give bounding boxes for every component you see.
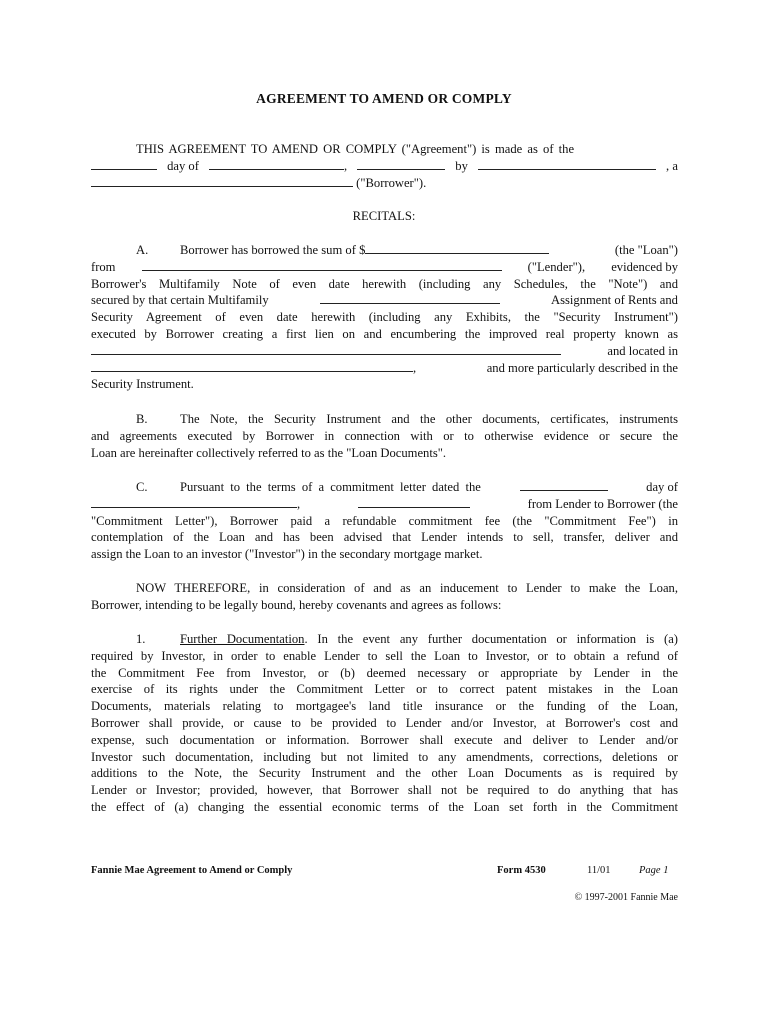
recital-a-secured: secured by that certain Multifamily [91, 293, 269, 308]
recital-b-line-1: The Note, the Security Instrument and the other documents, certificates, instruments [180, 412, 678, 426]
section-1-line-3: the Commitment Fee from Investor, or (b) deemed necessary or appropriate by Lender in the [91, 665, 678, 680]
recital-a-line-5: Security Agreement of even date herewith (including any Exhibits, the "Security Instrument") [91, 310, 678, 325]
lender-blank[interactable] [142, 259, 502, 271]
recital-a [91, 242, 678, 393]
year-blank[interactable] [357, 158, 445, 170]
footer-copyright: © 1997-2001 Fannie Mae [574, 892, 678, 903]
recital-b-label: B. [136, 412, 148, 426]
recital-a-line-9: Security Instrument. [91, 377, 194, 392]
day-blank[interactable] [91, 158, 157, 170]
loan-amount-blank[interactable] [365, 242, 549, 254]
section-1-line-2: required by Investor, in order to enable Lender to sell the Loan to Investor, or to obtain a refund of [91, 648, 678, 663]
recital-a-evidenced: evidenced by [611, 259, 678, 274]
section-1-heading: Further Documentation [180, 632, 305, 646]
recital-a-from: from [91, 259, 116, 274]
commitment-day-blank[interactable] [520, 479, 608, 491]
footer-form-number: Form 4530 [497, 865, 546, 876]
now-therefore-line-2: Borrower, intending to be legally bound, hereby covenants and agrees as follows: [91, 597, 502, 612]
recital-c-line-3: "Commitment Letter"), Borrower paid a refundable commitment fee (the "Commitment Fee") in [91, 513, 678, 528]
recital-a-assignment: Assignment of Rents and [551, 293, 678, 308]
page-footer [91, 865, 678, 876]
section-1-line-9: additions to the Note, the Security Instrument and the other Loan Documents as is required by [91, 766, 678, 781]
now-therefore-line-1: NOW THEREFORE, in consideration of and as an inducement to Lender to make the Loan, [136, 581, 678, 595]
property-name-blank[interactable] [91, 343, 561, 355]
commitment-year-blank[interactable] [358, 496, 470, 508]
recital-c-from-lender: from Lender to Borrower (the [527, 496, 678, 511]
commitment-month-blank[interactable] [91, 496, 297, 508]
footer-page-number: Page 1 [639, 865, 669, 876]
now-therefore-paragraph [91, 580, 678, 614]
intro-day-of: day of [167, 158, 199, 173]
intro-a: , a [666, 158, 678, 173]
recital-c-line-5: assign the Loan to an investor ("Investor") in the secondary mortgage market. [91, 547, 483, 562]
recital-b-line-2: and agreements executed by Borrower in connection with or to otherwise evidence or secure the [91, 428, 678, 443]
month-blank[interactable] [209, 158, 344, 170]
footer-revision-date: 11/01 [587, 865, 611, 876]
section-1-line-8: Investor such documentation, including but not limited to any amendments, corrections, deletions or [91, 749, 678, 764]
document-title: AGREEMENT TO AMEND OR COMPLY [256, 91, 512, 106]
recital-c-line-1: Pursuant to the terms of a commitment letter dated the [180, 480, 481, 494]
recital-c-comma: , [297, 496, 301, 511]
recital-a-line-1: Borrower has borrowed the sum of $ [180, 243, 366, 257]
borrower-entity-blank[interactable] [91, 175, 353, 187]
intro-line-1: THIS AGREEMENT TO AMEND OR COMPLY ("Agreement") is made as of the [136, 142, 575, 156]
intro-borrower: ("Borrower"). [356, 175, 427, 190]
section-1-line-6: Borrower shall provide, or cause to be provided to Lender and/or Investor, at Borrower's cost and [91, 715, 678, 730]
recitals-heading: RECITALS: [352, 209, 416, 223]
borrower-name-blank[interactable] [478, 158, 656, 170]
section-1-number: 1. [136, 632, 146, 646]
recital-a-described: and more particularly described in the [486, 360, 678, 375]
section-1-line-5: Documents, materials relating to mortgagee's land title insurance or the funding of the Loan, [91, 699, 678, 714]
recital-b [91, 411, 678, 461]
section-1-line-4: exercise of its rights under the Commitment Letter or to correct patent mistakes in the Loan [91, 682, 678, 697]
recital-a-line-6: executed by Borrower creating a first lien on and encumbering the improved real property known as [91, 326, 678, 341]
recital-a-comma: , [413, 360, 417, 375]
recital-a-the-loan: (the "Loan") [614, 243, 678, 257]
intro-paragraph [91, 141, 678, 191]
recital-b-line-3: Loan are hereinafter collectively referred to as the "Loan Documents". [91, 445, 447, 460]
section-1-line-11: the effect of (a) changing the essential economic terms of the Loan set forth in the Commitment [91, 799, 678, 814]
property-location-blank[interactable] [91, 360, 413, 372]
recital-c-label: C. [136, 480, 148, 494]
intro-comma: , [343, 158, 348, 173]
recital-a-lender: ("Lender"), [527, 259, 586, 274]
recital-c-line-4: contemplation of the Loan and has been advised that Lender intends to sell, transfer, deliver and [91, 530, 678, 545]
recital-c-day-of: day of [646, 480, 678, 494]
section-1-line-1: . In the event any further documentation or information is (a) [304, 632, 678, 646]
recital-a-label: A. [136, 243, 149, 257]
recital-c [91, 479, 678, 563]
intro-by: by [455, 158, 468, 173]
footer-document-name: Fannie Mae Agreement to Amend or Comply [91, 865, 293, 876]
recital-a-located: and located in [607, 343, 678, 358]
section-1 [91, 631, 678, 816]
state-blank[interactable] [320, 292, 500, 304]
section-1-line-7: expense, such documentation or information. Borrower shall execute and deliver to Lender and/or [91, 732, 678, 747]
section-1-line-10: Lender or Investor; provided, however, that Borrower shall not be required to do anything that has [91, 783, 678, 798]
recital-a-line-3: Borrower's Multifamily Note of even date herewith (including any Schedules, the "Note") and [91, 276, 678, 291]
